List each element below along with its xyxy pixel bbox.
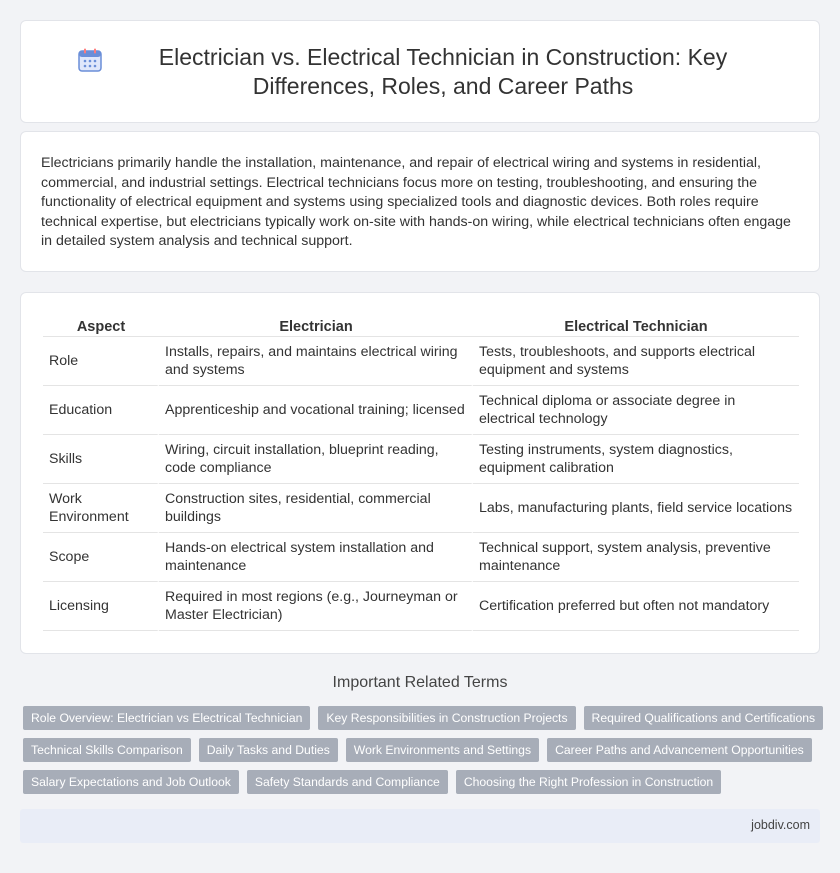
- related-term-chip[interactable]: Salary Expectations and Job Outlook: [23, 770, 239, 794]
- row-electrician: Installs, repairs, and maintains electrical wiring and systems: [159, 337, 473, 386]
- comparison-table-card: [20, 292, 820, 654]
- intro-text: Electricians primarily handle the installation, maintenance, and repair of electrical wiring and systems in residential, commercial, and industrial settings. Electrical technicians focus more on testing, troubleshooting, and ensuring the functionality of electrical equipment and systems using specialized tools and diagnostic devices. Both roles require technical expertise, but electricians typically work on-site with hands-on wiring, while electrical technicians often engage in detailed system analysis and technical support.: [41, 155, 791, 250]
- related-term-chip[interactable]: Key Responsibilities in Construction Projects: [318, 706, 575, 730]
- related-term-chip[interactable]: Required Qualifications and Certifications: [584, 706, 824, 730]
- table-row: [43, 533, 799, 582]
- row-electrician: Construction sites, residential, commercial buildings: [159, 484, 473, 533]
- related-term-chip[interactable]: Technical Skills Comparison: [23, 738, 191, 762]
- table-header-row: [43, 315, 799, 337]
- row-technician: Labs, manufacturing plants, field service locations: [473, 484, 799, 533]
- row-aspect: Education: [43, 386, 159, 435]
- related-terms-list: [23, 706, 823, 802]
- chip-row: [23, 706, 823, 730]
- related-term-chip[interactable]: Choosing the Right Profession in Construction: [456, 770, 721, 794]
- chip-row: [23, 770, 823, 794]
- related-term-chip[interactable]: Work Environments and Settings: [346, 738, 539, 762]
- table-row: [43, 386, 799, 435]
- header-electrician: Electrician: [159, 315, 473, 337]
- row-aspect: Scope: [43, 533, 159, 582]
- related-term-chip[interactable]: Role Overview: Electrician vs Electrical Technician: [23, 706, 310, 730]
- header-card: [20, 20, 820, 123]
- row-aspect: Work Environment: [43, 484, 159, 533]
- row-technician: Tests, troubleshoots, and supports electrical equipment and systems: [473, 337, 799, 386]
- row-electrician: Required in most regions (e.g., Journeyman or Master Electrician): [159, 582, 473, 631]
- footer: [20, 809, 820, 843]
- row-technician: Certification preferred but often not mandatory: [473, 582, 799, 631]
- header-electrical-technician: Electrical Technician: [473, 315, 799, 337]
- row-technician: Testing instruments, system diagnostics, equipment calibration: [473, 435, 799, 484]
- comparison-table: [43, 315, 799, 631]
- row-electrician: Apprenticeship and vocational training; licensed: [159, 386, 473, 435]
- row-electrician: Wiring, circuit installation, blueprint reading, code compliance: [159, 435, 473, 484]
- row-technician: Technical support, system analysis, preventive maintenance: [473, 533, 799, 582]
- table-row: [43, 337, 799, 386]
- related-term-chip[interactable]: Daily Tasks and Duties: [199, 738, 338, 762]
- related-term-chip[interactable]: Safety Standards and Compliance: [247, 770, 448, 794]
- intro-card: [20, 131, 820, 272]
- calendar-icon: [77, 43, 123, 78]
- table-row: [43, 582, 799, 631]
- row-aspect: Role: [43, 337, 159, 386]
- row-technician: Technical diploma or associate degree in electrical technology: [473, 386, 799, 435]
- row-aspect: Licensing: [43, 582, 159, 631]
- table-row: [43, 435, 799, 484]
- row-electrician: Hands-on electrical system installation and maintenance: [159, 533, 473, 582]
- related-terms-title: Important Related Terms: [332, 674, 508, 691]
- table-row: [43, 484, 799, 533]
- related-term-chip[interactable]: Career Paths and Advancement Opportunities: [547, 738, 812, 762]
- page-title: Electrician vs. Electrical Technician in Construction: Key Differences, Roles, and Career Paths: [158, 43, 728, 99]
- footer-site-link[interactable]: jobdiv.com: [751, 818, 810, 832]
- row-aspect: Skills: [43, 435, 159, 484]
- header-aspect: Aspect: [43, 315, 159, 337]
- chip-row: [23, 738, 823, 762]
